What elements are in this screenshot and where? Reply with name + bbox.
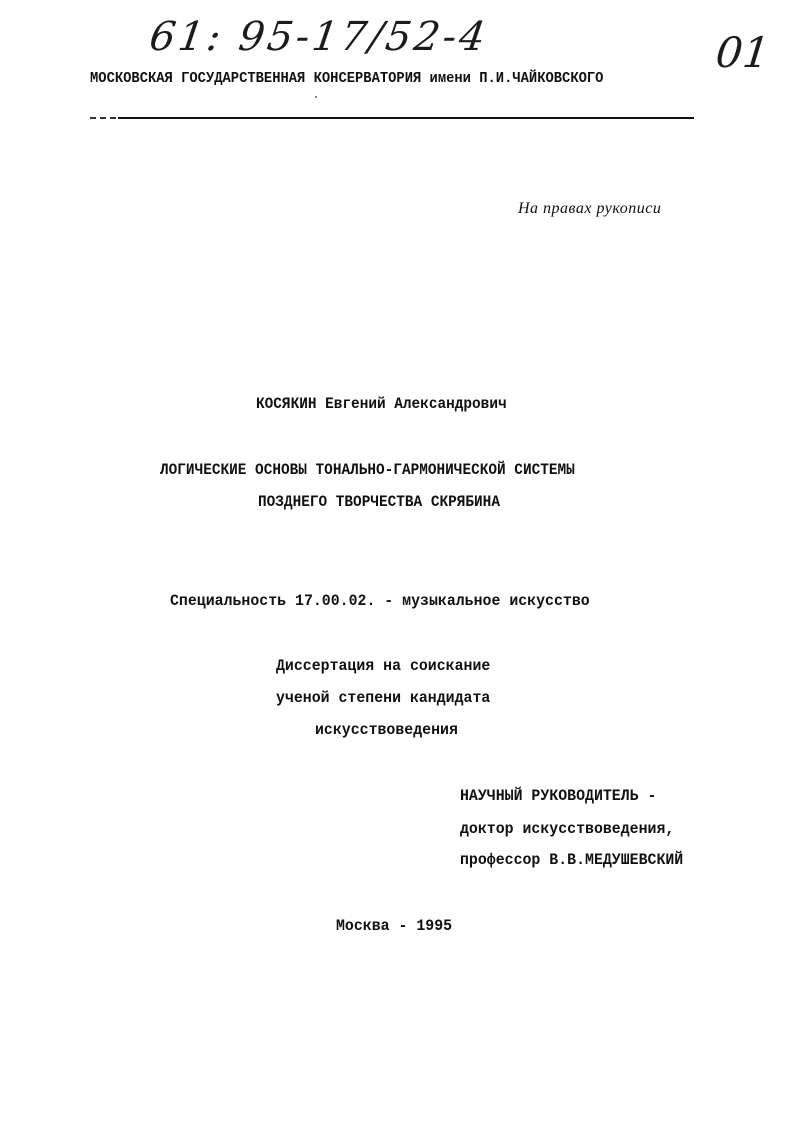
- header-rule-dashed: [90, 117, 116, 119]
- handwritten-archive-code: 61: 95-17/52-4: [146, 14, 491, 60]
- advisor-name: профессор В.В.МЕДУШЕВСКИЙ: [460, 851, 684, 869]
- place-and-year: Москва - 1995: [336, 917, 453, 935]
- scan-speck: [315, 96, 317, 98]
- handwritten-corner-mark: 01: [713, 28, 773, 77]
- specialty-line: Специальность 17.00.02. - музыкальное искусство: [170, 592, 590, 610]
- thesis-title-line-1: ЛОГИЧЕСКИЕ ОСНОВЫ ТОНАЛЬНО-ГАРМОНИЧЕСКОЙ СИСТЕМЫ: [160, 461, 575, 479]
- dissertation-line-1: Диссертация на соискание: [276, 657, 491, 675]
- header-rule: [118, 117, 694, 119]
- institution-header: МОСКОВСКАЯ ГОСУДАРСТВЕННАЯ КОНСЕРВАТОРИЯ имени П.И.ЧАЙКОВСКОГО: [90, 70, 604, 87]
- advisor-degree: доктор искусствоведения,: [460, 820, 675, 838]
- advisor-heading: НАУЧНЫЙ РУКОВОДИТЕЛЬ -: [460, 787, 657, 805]
- author-name: КОСЯКИН Евгений Александрович: [256, 395, 507, 413]
- thesis-title-line-2: ПОЗДНЕГО ТВОРЧЕСТВА СКРЯБИНА: [258, 493, 500, 511]
- dissertation-line-3: искусствоведения: [315, 721, 458, 739]
- manuscript-note: На правах рукописи: [518, 200, 662, 217]
- dissertation-line-2: ученой степени кандидата: [276, 689, 491, 707]
